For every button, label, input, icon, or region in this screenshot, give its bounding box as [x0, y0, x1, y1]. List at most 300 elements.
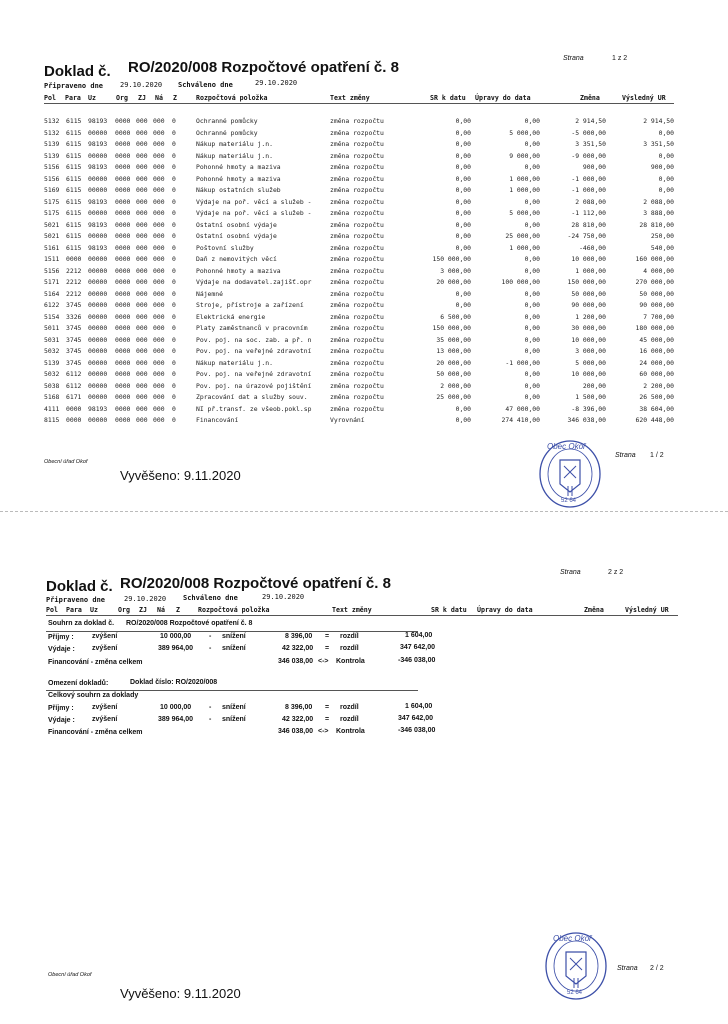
celkovy-vydaje-sn-value: 42 322,00 [282, 716, 314, 723]
page1-stamp-strana-value: 1 / 2 [650, 452, 664, 459]
cell-text: změna rozpočtu [330, 393, 384, 401]
summary-prijmy-eq: = [325, 633, 330, 640]
cell-sr: 0,00 [455, 404, 471, 413]
cell-item: Nájemné [196, 289, 223, 298]
cell-sr: 0,00 [455, 128, 471, 137]
celkovy-fin-value: 346 038,00 [278, 728, 314, 735]
cell-pol: 1511 [44, 255, 60, 263]
cell-pol: 5011 [44, 324, 60, 332]
cell-org: 0000 [115, 335, 131, 344]
cell-vysledny: 26 500,00 [639, 393, 674, 401]
cell-z: 0 [172, 370, 176, 378]
cell-para: 6115 [66, 174, 82, 183]
cell-na: 000 [153, 186, 165, 194]
cell-vysledny: 28 810,00 [639, 220, 674, 229]
col-para: Para [66, 606, 82, 614]
col-para: Para [65, 94, 81, 102]
col-zmena: Změna [584, 606, 604, 614]
table-row [0, 359, 728, 370]
cell-upravy: 0,00 [524, 266, 540, 275]
page2-posted: Vyvěšeno: 9.11.2020 [120, 986, 241, 1001]
cell-zmena: 1 200,00 [575, 312, 606, 321]
summary-rule [46, 631, 418, 632]
cell-uz: 00000 [88, 151, 108, 160]
cell-sr: 0,00 [455, 232, 471, 240]
page1-stamp-top-text: Obec Okoř [547, 442, 586, 451]
cell-item: Daň z nemovitých věcí [196, 255, 277, 263]
cell-zmena: 900,00 [582, 163, 606, 171]
cell-text: změna rozpočtu [330, 174, 384, 183]
cell-pol: 5139 [44, 151, 60, 160]
celkovy-prijmy-snizeni: snížení [222, 704, 246, 711]
cell-org: 0000 [115, 266, 131, 275]
cell-text: změna rozpočtu [330, 370, 384, 378]
cell-para: 3745 [66, 301, 82, 309]
cell-z: 0 [172, 128, 176, 137]
cell-uz: 00000 [88, 393, 108, 401]
cell-vysledny: 160 000,00 [635, 255, 674, 263]
cell-na: 000 [153, 347, 165, 355]
cell-text: změna rozpočtu [330, 289, 384, 298]
cell-para: 3745 [66, 358, 82, 367]
cell-item: Nákup ostatních služeb [196, 186, 281, 194]
cell-zj: 000 [136, 197, 148, 206]
cell-zj: 000 [136, 266, 148, 275]
cell-org: 0000 [115, 358, 131, 367]
cell-sr: 0,00 [455, 243, 471, 252]
cell-org: 0000 [115, 404, 131, 413]
cell-para: 0000 [66, 416, 82, 424]
col-item: Rozpočtová položka [198, 606, 270, 614]
cell-z: 0 [172, 186, 176, 194]
cell-z: 0 [172, 381, 176, 390]
page2-prepared-date: 29.10.2020 [124, 595, 167, 603]
cell-zmena: -8 396,00 [571, 404, 606, 413]
page1-posted: Vyvěšeno: 9.11.2020 [120, 468, 241, 483]
cell-sr: 0,00 [455, 186, 471, 194]
cell-pol: 8115 [44, 416, 60, 424]
celkovy-title: Celkový souhrn za doklady [48, 692, 139, 699]
cell-zmena: 90 000,00 [571, 301, 606, 309]
celkovy-vydaje-eq: = [325, 716, 330, 723]
cell-uz: 98193 [88, 243, 108, 252]
cell-sr: 0,00 [455, 301, 471, 309]
cell-item: Výdaje na poř. věcí a služeb - [196, 209, 312, 217]
cell-pol: 5021 [44, 220, 60, 229]
table-row [0, 140, 728, 151]
cell-pol: 5021 [44, 232, 60, 240]
celkovy-prijmy-zvyseni: zvýšení [92, 704, 118, 711]
table-row [0, 186, 728, 197]
cell-pol: 5156 [44, 174, 60, 183]
cell-z: 0 [172, 209, 176, 217]
cell-para: 6112 [66, 370, 82, 378]
cell-para: 6115 [66, 117, 82, 125]
cell-org: 0000 [115, 117, 131, 125]
cell-zmena: -1 000,00 [571, 174, 606, 183]
cell-upravy: 1 000,00 [509, 186, 540, 194]
cell-upravy: 1 000,00 [509, 243, 540, 252]
cell-z: 0 [172, 220, 176, 229]
cell-item: Zpracování dat a služby souv. [196, 393, 308, 401]
cell-vysledny: 60 000,00 [639, 370, 674, 378]
cell-item: Ochranné pomůcky [196, 128, 258, 137]
cell-text: změna rozpočtu [330, 243, 384, 252]
cell-z: 0 [172, 140, 176, 148]
cell-na: 000 [153, 197, 165, 206]
celkovy-prijmy-label: Příjmy : [48, 705, 74, 712]
page1-prepared-label: Připraveno dne [44, 82, 104, 90]
cell-zj: 000 [136, 255, 148, 263]
cell-zmena: -24 750,00 [567, 232, 606, 240]
summary-vydaje-snizeni: snížení [222, 645, 246, 652]
cell-pol: 5132 [44, 128, 60, 137]
cell-upravy: 0,00 [524, 301, 540, 309]
col-zmena: Změna [580, 94, 600, 102]
summary-prijmy-sn-value: 8 396,00 [285, 633, 313, 640]
cell-zmena: 150 000,00 [567, 278, 606, 286]
cell-text: změna rozpočtu [330, 301, 384, 309]
table-row [0, 313, 728, 324]
page2-stamp-top-text: Obec Okoř [553, 934, 592, 943]
cell-na: 000 [153, 220, 165, 229]
cell-sr: 150 000,00 [432, 255, 471, 263]
cell-vysledny: 24 000,00 [639, 358, 674, 367]
cell-pol: 5171 [44, 278, 60, 286]
summary-prijmy-label: Příjmy : [48, 634, 74, 641]
cell-z: 0 [172, 301, 176, 309]
cell-upravy: 47 000,00 [505, 404, 540, 413]
summary-fin-arrow: <-> [318, 658, 329, 665]
cell-sr: 0,00 [455, 416, 471, 424]
cell-sr: 0,00 [455, 163, 471, 171]
cell-vysledny: 2 088,00 [643, 197, 674, 206]
cell-text: změna rozpočtu [330, 347, 384, 355]
col-org: Org [116, 94, 128, 102]
cell-text: změna rozpočtu [330, 255, 384, 263]
cell-zj: 000 [136, 358, 148, 367]
table-row [0, 152, 728, 163]
cell-pol: 5032 [44, 347, 60, 355]
cell-vysledny: 2 914,50 [643, 117, 674, 125]
summary-kontrola: Kontrola [336, 658, 365, 665]
cell-vysledny: 270 000,00 [635, 278, 674, 286]
col-pol: Pol [46, 606, 58, 614]
page2-strana-value: 2 z 2 [608, 569, 624, 576]
cell-pol: 5175 [44, 209, 60, 217]
table-row [0, 198, 728, 209]
cell-vysledny: 0,00 [658, 186, 674, 194]
page1-footer-office: Obecní úřad Okoř [44, 459, 88, 465]
cell-na: 000 [153, 278, 165, 286]
cell-uz: 98193 [88, 197, 108, 206]
cell-uz: 00000 [88, 347, 108, 355]
cell-org: 0000 [115, 416, 131, 424]
cell-item: Pov. poj. na veřejné zdravotní [196, 347, 312, 355]
cell-org: 0000 [115, 128, 131, 137]
cell-vysledny: 180 000,00 [635, 324, 674, 332]
cell-z: 0 [172, 117, 176, 125]
summary-vydaje-label: Výdaje : [48, 646, 75, 653]
cell-zj: 000 [136, 243, 148, 252]
cell-uz: 00000 [88, 255, 108, 263]
page1-header-rule [44, 103, 674, 104]
cell-sr: 150 000,00 [432, 324, 471, 332]
cell-text: změna rozpočtu [330, 232, 384, 240]
cell-org: 0000 [115, 289, 131, 298]
cell-item: Nákup materiálu j.n. [196, 140, 273, 148]
cell-para: 6171 [66, 393, 82, 401]
cell-org: 0000 [115, 140, 131, 148]
cell-text: změna rozpočtu [330, 128, 384, 137]
cell-uz: 00000 [88, 289, 108, 298]
col-vysledny: Výsledný UR [625, 606, 669, 614]
cell-vysledny: 50 000,00 [639, 289, 674, 298]
cell-item: Pohonné hmoty a maziva [196, 174, 281, 183]
cell-zmena: -1 112,00 [571, 209, 606, 217]
cell-vysledny: 7 700,00 [643, 312, 674, 321]
cell-para: 6115 [66, 151, 82, 160]
page1-doc-label: Doklad č. [44, 63, 111, 80]
page1-stamp-strana: Strana [615, 452, 636, 459]
cell-zmena: 10 000,00 [571, 255, 606, 263]
cell-vysledny: 45 000,00 [639, 335, 674, 344]
celkovy-fin-arrow: <-> [318, 728, 329, 735]
cell-pol: 6122 [44, 301, 60, 309]
omezeni-label: Omezení dokladů: [48, 680, 109, 687]
cell-zj: 000 [136, 220, 148, 229]
table-row [0, 221, 728, 232]
page2-stamp-strana-value: 2 / 2 [650, 965, 664, 972]
cell-para: 6115 [66, 197, 82, 206]
cell-zmena: -460,00 [579, 243, 606, 252]
cell-pol: 5161 [44, 243, 60, 252]
summary-vydaje-rozdil-value: 347 642,00 [400, 644, 436, 651]
cell-na: 000 [153, 381, 165, 390]
page1-prepared-date: 29.10.2020 [120, 81, 163, 89]
cell-uz: 00000 [88, 232, 108, 240]
cell-z: 0 [172, 335, 176, 344]
cell-text: změna rozpočtu [330, 186, 384, 194]
page1-strana-value: 1 z 2 [612, 55, 628, 62]
celkovy-vydaje-rozdil-value: 347 642,00 [398, 715, 434, 722]
cell-upravy: 0,00 [524, 312, 540, 321]
cell-pol: 5139 [44, 140, 60, 148]
cell-upravy: 25 000,00 [505, 232, 540, 240]
celkovy-prijmy-rozdil: rozdíl [340, 704, 359, 711]
cell-zj: 000 [136, 209, 148, 217]
col-sr: SR k datu [430, 94, 466, 102]
cell-uz: 98193 [88, 117, 108, 125]
cell-pol: 5175 [44, 197, 60, 206]
col-z: Z [173, 94, 177, 102]
cell-org: 0000 [115, 381, 131, 390]
cell-sr: 50 000,00 [436, 370, 471, 378]
cell-vysledny: 250,00 [650, 232, 674, 240]
cell-item: Výdaje na poř. věcí a služeb - [196, 197, 312, 206]
cell-para: 6115 [66, 186, 82, 194]
page1-approved-label: Schváleno dne [178, 81, 233, 89]
cell-zj: 000 [136, 186, 148, 194]
cell-zmena: -5 000,00 [571, 128, 606, 137]
cell-vysledny: 540,00 [650, 243, 674, 252]
cell-upravy: 0,00 [524, 335, 540, 344]
cell-vysledny: 900,00 [650, 163, 674, 171]
cell-pol: 5139 [44, 358, 60, 367]
cell-pol: 5156 [44, 266, 60, 275]
cell-uz: 00000 [88, 209, 108, 217]
cell-na: 000 [153, 140, 165, 148]
table-row [0, 405, 728, 416]
cell-z: 0 [172, 232, 176, 240]
cell-sr: 20 000,00 [436, 278, 471, 286]
cell-org: 0000 [115, 312, 131, 321]
col-item: Rozpočtová položka [196, 94, 268, 102]
cell-zmena: 28 810,00 [571, 220, 606, 229]
cell-text: změna rozpočtu [330, 163, 384, 171]
cell-para: 6112 [66, 381, 82, 390]
col-na: Ná [157, 606, 165, 614]
cell-zmena: 30 000,00 [571, 324, 606, 332]
cell-uz: 00000 [88, 278, 108, 286]
cell-pol: 5032 [44, 370, 60, 378]
cell-zj: 000 [136, 301, 148, 309]
cell-item: Elektrická energie [196, 312, 266, 321]
cell-upravy: 0,00 [524, 381, 540, 390]
cell-sr: 0,00 [455, 140, 471, 148]
cell-zj: 000 [136, 140, 148, 148]
col-vysledny: Výsledný UR [622, 94, 666, 102]
cell-text: změna rozpočtu [330, 209, 384, 217]
cell-text: změna rozpočtu [330, 324, 384, 332]
summary-prijmy-rozdil: rozdíl [340, 633, 359, 640]
cell-para: 3745 [66, 335, 82, 344]
cell-para: 3745 [66, 347, 82, 355]
table-row [0, 324, 728, 335]
table-row [0, 278, 728, 289]
cell-z: 0 [172, 393, 176, 401]
cell-sr: 2 000,00 [440, 381, 471, 390]
cell-z: 0 [172, 243, 176, 252]
cell-pol: 5169 [44, 186, 60, 194]
cell-para: 0000 [66, 255, 82, 263]
cell-zj: 000 [136, 312, 148, 321]
cell-vysledny: 0,00 [658, 151, 674, 160]
summary-doc: RO/2020/008 Rozpočtové opatření č. 8 [126, 620, 253, 627]
cell-para: 6115 [66, 243, 82, 252]
cell-text: změna rozpočtu [330, 197, 384, 206]
cell-uz: 98193 [88, 163, 108, 171]
cell-org: 0000 [115, 197, 131, 206]
cell-item: Výdaje na dodavatel.zajišť.opr [196, 278, 312, 286]
cell-upravy: 0,00 [524, 393, 540, 401]
celkovy-vydaje-zvyseni: zvýšení [92, 716, 118, 723]
cell-na: 000 [153, 324, 165, 332]
cell-item: Pov. poj. na veřejné zdravotní [196, 370, 312, 378]
cell-upravy: 0,00 [524, 255, 540, 263]
cell-para: 2212 [66, 278, 82, 286]
cell-sr: 3 000,00 [440, 266, 471, 275]
col-pol: Pol [44, 94, 56, 102]
cell-para: 2212 [66, 289, 82, 298]
col-text: Text změny [330, 94, 370, 102]
celkovy-kontrola-value: -346 038,00 [398, 727, 436, 734]
cell-sr: 25 000,00 [436, 393, 471, 401]
cell-para: 0000 [66, 404, 82, 413]
cell-z: 0 [172, 266, 176, 275]
cell-uz: 00000 [88, 358, 108, 367]
cell-sr: 0,00 [455, 197, 471, 206]
table-row [0, 129, 728, 140]
cell-uz: 00000 [88, 324, 108, 332]
cell-zj: 000 [136, 416, 148, 424]
cell-z: 0 [172, 278, 176, 286]
celkovy-vydaje-zv-value: 389 964,00 [158, 716, 194, 723]
cell-upravy: 5 000,00 [509, 209, 540, 217]
celkovy-kontrola: Kontrola [336, 728, 365, 735]
cell-upravy: 9 000,00 [509, 151, 540, 160]
cell-zj: 000 [136, 278, 148, 286]
cell-na: 000 [153, 209, 165, 217]
cell-upravy: 0,00 [524, 197, 540, 206]
cell-upravy: -1 000,00 [505, 358, 540, 367]
col-sr: SR k datu [431, 606, 467, 614]
cell-zmena: 3 000,00 [575, 347, 606, 355]
cell-na: 000 [153, 393, 165, 401]
cell-upravy: 1 000,00 [509, 174, 540, 183]
cell-org: 0000 [115, 232, 131, 240]
cell-zj: 000 [136, 128, 148, 137]
cell-org: 0000 [115, 220, 131, 229]
cell-item: Pohonné hmoty a maziva [196, 266, 281, 275]
cell-sr: 13 000,00 [436, 347, 471, 355]
cell-org: 0000 [115, 163, 131, 171]
cell-na: 000 [153, 255, 165, 263]
cell-upravy: 0,00 [524, 117, 540, 125]
cell-pol: 5156 [44, 163, 60, 171]
cell-item: Pohonné hmoty a maziva [196, 163, 281, 171]
cell-na: 000 [153, 301, 165, 309]
cell-zmena: -9 000,00 [571, 151, 606, 160]
celkovy-financovani-label: Financování - změna celkem [48, 729, 143, 736]
celkovy-vydaje-snizeni: snížení [222, 716, 246, 723]
col-z: Z [176, 606, 180, 614]
cell-item: Ostatní osobní výdaje [196, 232, 277, 240]
cell-na: 000 [153, 128, 165, 137]
cell-upravy: 274 410,00 [501, 416, 540, 424]
cell-org: 0000 [115, 393, 131, 401]
cell-upravy: 0,00 [524, 289, 540, 298]
celkovy-prijmy-eq: = [325, 704, 330, 711]
cell-vysledny: 0,00 [658, 128, 674, 137]
cell-z: 0 [172, 163, 176, 171]
page2-approved-label: Schváleno dne [183, 594, 238, 602]
table-row [0, 290, 728, 301]
col-org: Org [118, 606, 130, 614]
cell-sr: 6 500,00 [440, 312, 471, 321]
cell-text: změna rozpočtu [330, 312, 384, 321]
cell-text: změna rozpočtu [330, 404, 384, 413]
cell-zj: 000 [136, 370, 148, 378]
cell-sr: 20 000,00 [436, 358, 471, 367]
cell-uz: 00000 [88, 370, 108, 378]
cell-zmena: 1 000,00 [575, 266, 606, 275]
cell-vysledny: 0,00 [658, 174, 674, 183]
celkovy-vydaje-label: Výdaje : [48, 717, 75, 724]
cell-text: změna rozpočtu [330, 381, 384, 390]
cell-upravy: 5 000,00 [509, 128, 540, 137]
summary-vydaje-dash: - [209, 645, 212, 652]
